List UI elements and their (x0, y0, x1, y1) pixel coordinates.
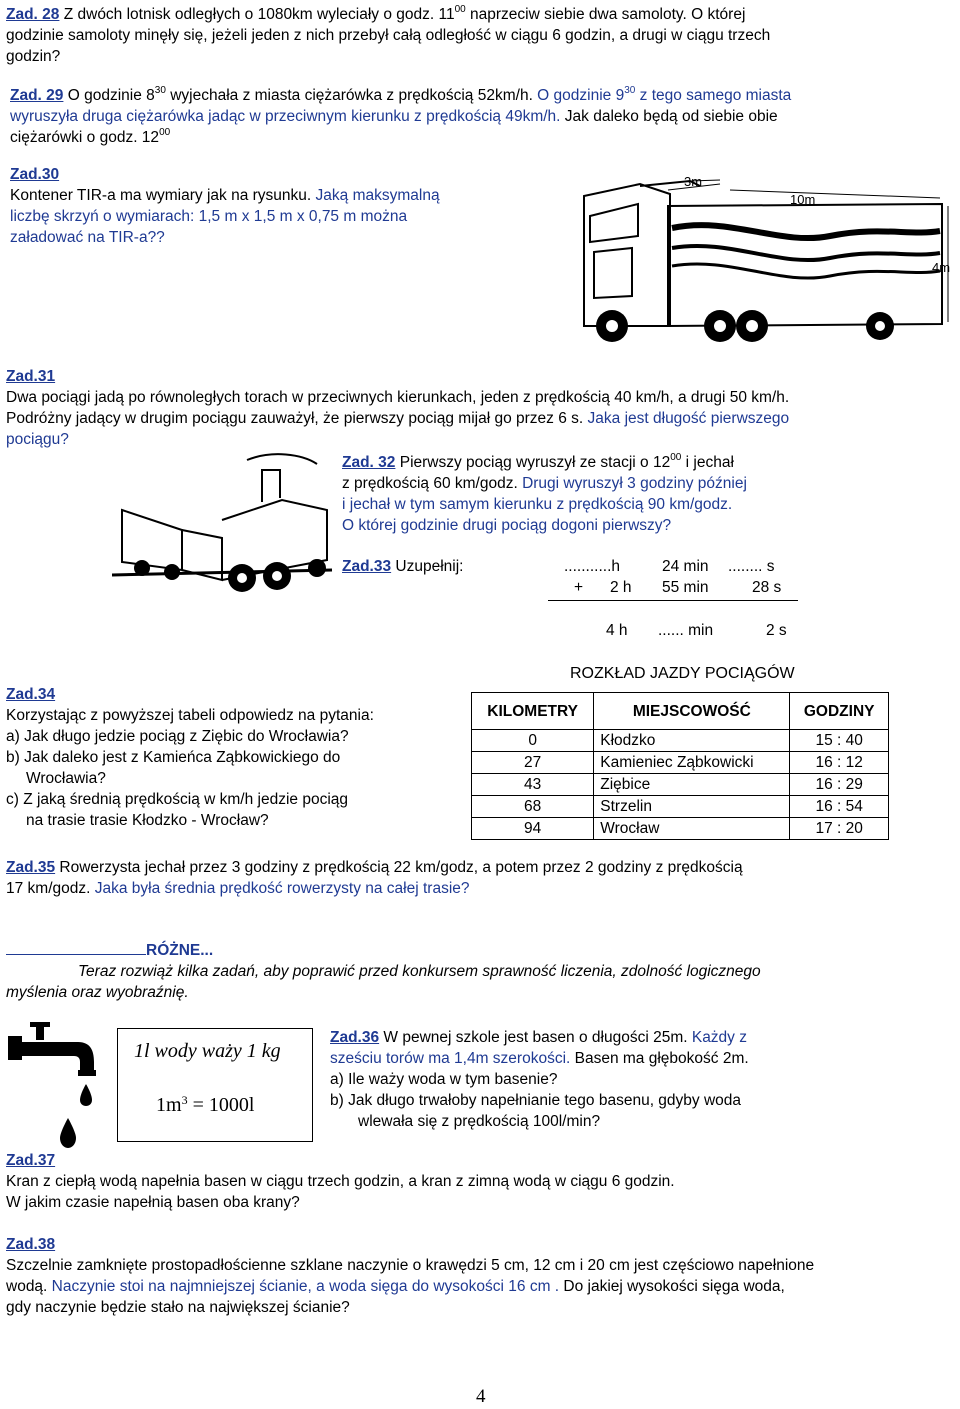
task-36: Zad.36 W pewnej szkole jest basen o długości 25m. Każdy z sześciu torów ma 1,4m szerokości. Basen ma głębokość 2m. a) Ile waży woda w tym basenie? b) Jak długo trwałoby napełnianie tego basenu, gdyby woda wlewała się z prędkością 100l/min? (330, 1029, 749, 1130)
col-header: MIEJSCOWOŚĆ (594, 693, 790, 730)
task-label: Zad. 28 (6, 6, 60, 23)
task-30: Zad.30 Kontener TIR-a ma wymiary jak na rysunku. Jaką maksymalną liczbę skrzyń o wymiarach: 1,5 m x 1,5 m x 0,75 m można załadować na TIR-a?? (10, 164, 570, 248)
dim-height: 4m (932, 260, 951, 275)
schedule-table (471, 692, 889, 840)
page-number: 4 (476, 1386, 486, 1407)
task-label: Zad.36 (330, 1029, 380, 1046)
schedule-table-wrap (471, 692, 889, 840)
task-label: Zad. 32 (342, 454, 396, 471)
task-label: Zad.38 (6, 1236, 56, 1253)
table-row: 68 Strzelin 16 : 54 (472, 796, 889, 818)
task-34: Zad.34 Korzystając z powyższej tabeli odpowiedz na pytania: a) Jak długo jedzie pociąg z Ziębic do Wrocławia? b) Jak daleko jest z Kamieńca Ząbkowickiego do Wrocławia? c) Z jaką średnią prędkością w km/h jedzie pociąg na trasie trasie Kłodzko - Wrocław? (6, 684, 456, 831)
task-label: Zad. 29 (10, 87, 64, 104)
task-35: Zad.35 Rowerzysta jechał przez 3 godziny z prędkością 22 km/godz, a potem przez 2 godziny z prędkością 17 km/godz. Jaka była średnia prędkość rowerzysty na całej trasie? (6, 859, 743, 897)
task-label: Zad.31 (6, 368, 56, 385)
table-row: 94 Wrocław 17 : 20 (472, 818, 889, 840)
task-label: Zad.37 (6, 1152, 56, 1169)
task-31: Zad.31 Dwa pociągi jadą po równoległych torach w przeciwnych kierunkach, jeden z prędkością 40 km/h, a drugi 50 km/h. Podróżny jadący w drugim pociągu zauważył, że pierwszy pociąg mijał go przez 6 s. Jaka jest długość pierwszego pociągu? (6, 366, 951, 450)
water-weight-fact: 1l wody waży 1 kg (134, 1040, 281, 1062)
task-33: Zad.33 Uzupełnij: (342, 558, 464, 575)
section-title: RÓŻNE... (146, 942, 214, 959)
task-37: Zad.37 Kran z ciepłą wodą napełnia basen w ciągu trzech godzin, a kran z zimną wodą w ciągu 6 godzin. W jakim czasie napełnią basen oba krany? (6, 1150, 951, 1213)
task-label: Zad.34 (6, 686, 56, 703)
table-caption: ROZKŁAD JAZDY POCIĄGÓW (570, 665, 795, 682)
task-29: Zad. 29 O godzinie $8^{30}$ wyjechała z miasta ciężarówka z prędkością 52km/h. O godzinie $9^{30}$ z tego samego miasta wyruszyła druga ciężarówka jadąc w przeciwnym kierunku z prędkością 49km/h. Jak daleko będą od siebie obie ciężarówki o godz. $12^{00}$ (10, 85, 792, 146)
table-row: 0 Kłodzko 15 : 40 (472, 730, 889, 752)
col-header: KILOMETRY (472, 693, 594, 730)
col-header: GODZINY (790, 693, 889, 730)
task-label: Zad.33 (342, 558, 392, 575)
table-row: 43 Ziębice 16 : 29 (472, 774, 889, 796)
volume-fact: $1m^3 = 1000l$ (156, 1093, 255, 1116)
train-illustration (112, 450, 337, 615)
water-fact-box (117, 1028, 313, 1142)
task-label: Zad.30 (10, 166, 60, 183)
task-38: Zad.38 Szczelnie zamknięte prostopadłościenne szklane naczynie o krawędzi 5 cm, 12 cm i 20 cm jest częściowo napełnione wodą. Naczynie stoi na najmniejszej ścianie, a woda sięga do wysokości 16 cm . Do jakiej wysokości sięga woda, gdy naczynie będzie stało na największej ścianie? (6, 1234, 956, 1318)
table-row: 27 Kamieniec Ząbkowicki 16 : 12 (472, 752, 889, 774)
sum-rule (548, 600, 798, 601)
truck-illustration (580, 176, 955, 346)
task-32: Zad. 32 Pierwszy pociąg wyruszył ze stacji o $12^{00}$ i jechał z prędkością 60 km/godz. Drugi wyruszył 3 godziny później i jechał w tym samym kierunku z prędkością 90 km/godz. O której godzinie drugi pociąg dogoni pierwszy? (342, 452, 747, 534)
dim-length: 10m (790, 192, 816, 207)
task-label: Zad.35 (6, 859, 56, 876)
table-header-row (472, 693, 889, 730)
task-28: Zad. 28 Z dwóch lotnisk odległych o 1080km wyleciały o godz. $11^{00}$ naprzeciw siebie dwa samoloty. O której godzinie samoloty minęły się, jeżeli jeden z nich przebył całą odległość w ciągu 6 godzin, a drugi w ciągu trzech godzin? (6, 4, 771, 65)
dim-width: 3m (684, 176, 703, 189)
section-rozne: RÓŻNE... Teraz rozwiąż kilka zadań, aby poprawić przed konkursem sprawność liczenia, zdolność logicznego myślenia oraz wyobraźnię. (6, 942, 761, 1001)
faucet-icon (8, 1022, 100, 1150)
